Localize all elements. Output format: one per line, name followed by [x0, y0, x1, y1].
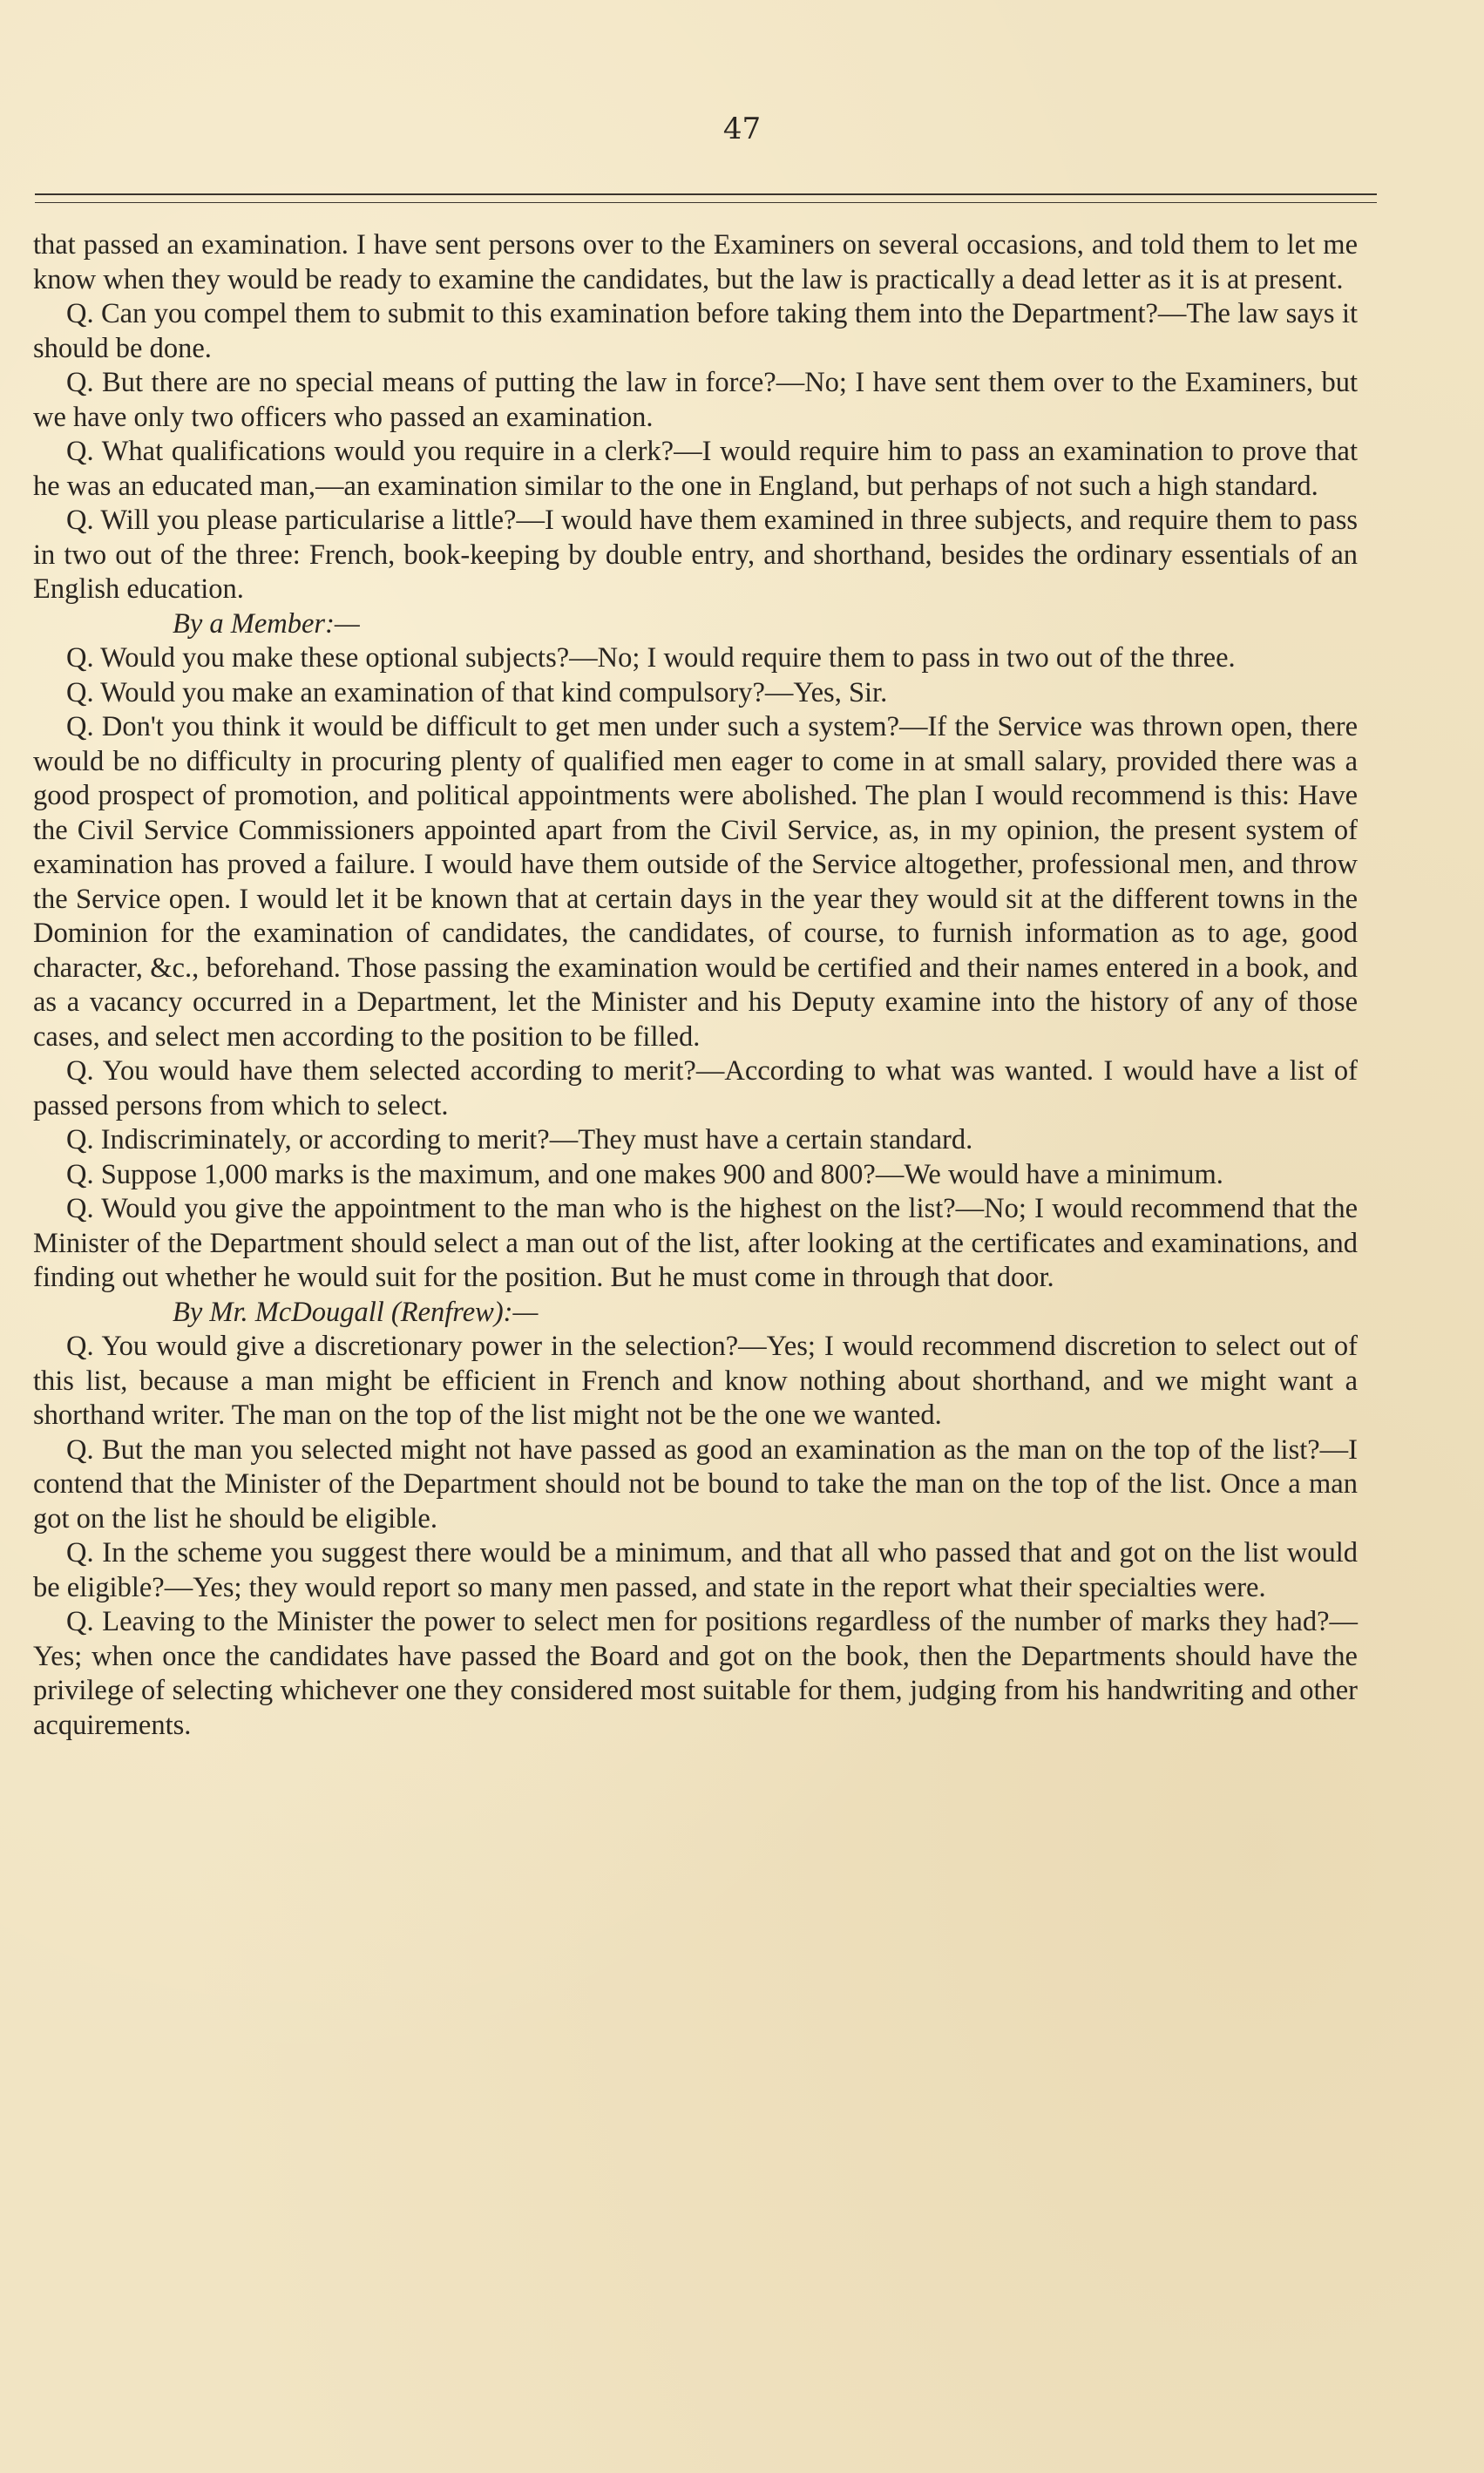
- header-rule-bottom: [35, 202, 1377, 203]
- question-answer: Q. Would you give the appointment to the man who is the highest on the list?—No; I would recommend that the Minister of the Department should select a man out of the list, after looking at the certificates and examinations, and finding out whether he would suit for the position. But he must come in through that door.: [33, 1193, 1358, 1293]
- question-answer: Q. But the man you selected might not have passed as good an examination as the man on the top of the list?—I contend that the Minister of the Department should not be bound to take the man on the top of the list. Once a man got on the list he should be eligible.: [33, 1433, 1358, 1535]
- question-answer: Q. You would give a discretionary power in the selection?—Yes; I would recommend discretion to select out of this list, because a man might be efficient in French and know nothing about shorthand, and we might want a shorthand writer. The man on the top of the list might not be the one we wanted.: [33, 1331, 1358, 1431]
- question-answer: Q. Don't you think it would be difficult to get men under such a system?—If the Service was thrown open, there would be no difficulty in procuring plenty of qualified men eager to come in at small salary, provided there was a good prospect of promotion, and political appointments were abolished. The plan I would recommend is this: Have the Civil Service Commissioners appointed apart from the Civil Service, as, in my opinion, the present system of examination has proved a failure. I would have them outside of the Service altogether, professional men, and throw the Service open. I would let it be known that at certain days in the year they would sit at the different towns in the Dominion for the examination of candidates, the candidates, of course, to furnish information as to age, good character, &c., beforehand. Those passing the examination would be certified and their names entered in a book, and as a vacancy occurred in a Department, let the Minister and his Deputy examine into the history of any of those cases, and select men according to the position to be filled.: [33, 711, 1358, 1053]
- body-text: [33, 228, 1358, 1743]
- question-answer: Q. Leaving to the Minister the power to select men for positions regardless of the number of marks they had?—Yes; when once the candidates have passed the Board and got on the book, then the Departments should have the privilege of selecting whichever one they considered most suitable for them, judging from his handwriting and other acquirements.: [33, 1606, 1358, 1741]
- speaker-heading: By a Member:—: [173, 607, 360, 640]
- question-answer: Q. In the scheme you suggest there would be a minimum, and that all who passed that and got on the list would be eligible?—Yes; they would report so many men passed, and state in the report what their specialties were.: [33, 1537, 1358, 1603]
- question-answer: Q. Suppose 1,000 marks is the maximum, and one makes 900 and 800?—We would have a minimum.: [66, 1158, 1223, 1190]
- question-answer: Q. Would you make these optional subjects?—No; I would require them to pass in two out of the three.: [66, 642, 1236, 674]
- question-answer: Q. Indiscriminately, or according to merit?—They must have a certain standard.: [66, 1124, 973, 1155]
- question-answer: Q. Can you compel them to submit to this examination before taking them into the Department?—The law says it should be done.: [33, 298, 1358, 364]
- paragraph: that passed an examination. I have sent persons over to the Examiners on several occasions, and told them to let me know when they would be ready to examine the candidates, but the law is practically a dead letter as it is at present.: [33, 229, 1358, 295]
- question-answer: Q. Will you please particularise a little?—I would have them examined in three subjects, and require them to pass in two out of the three: French, book-keeping by double entry, and shorthand, besides the ordinary essentials of an English education.: [33, 505, 1358, 605]
- question-answer: Q. But there are no special means of putting the law in force?—No; I have sent them over to the Examiners, but we have only two officers who passed an examination.: [33, 367, 1358, 433]
- question-answer: Q. You would have them selected according to merit?—According to what was wanted. I would have a list of passed persons from which to select.: [33, 1055, 1358, 1121]
- speaker-heading: By Mr. McDougall (Renfrew):—: [173, 1296, 539, 1328]
- page-number: 47: [722, 112, 762, 146]
- header-rule-top: [35, 193, 1377, 195]
- question-answer: Q. Would you make an examination of that kind compulsory?—Yes, Sir.: [66, 676, 888, 708]
- question-answer: Q. What qualifications would you require in a clerk?—I would require him to pass an examination to prove that he was an educated man,—an examination similar to the one in England, but perhaps of not such a high standard.: [33, 436, 1358, 502]
